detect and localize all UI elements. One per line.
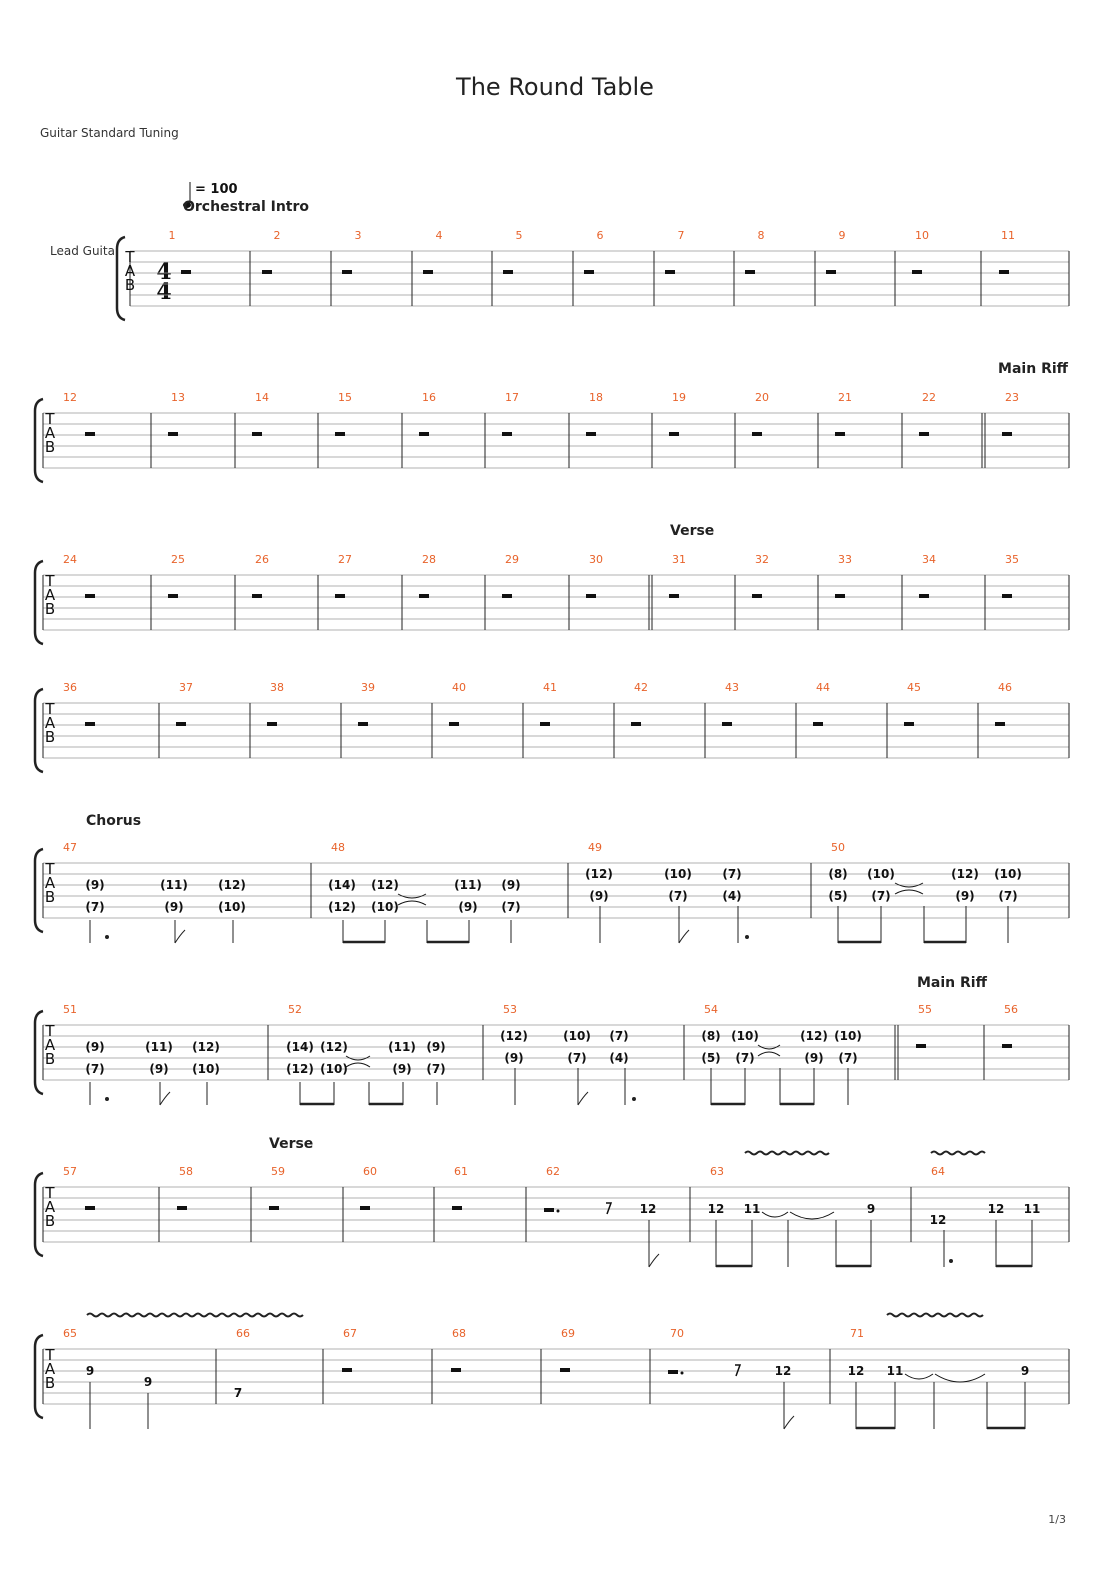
fret-note: (9) — [501, 878, 521, 892]
tab-clef-letter: A — [44, 424, 56, 442]
tab-clef-letter: B — [44, 600, 56, 618]
measure-number: 52 — [288, 1003, 302, 1016]
measure-number: 21 — [838, 391, 852, 404]
measure-number: 62 — [546, 1165, 560, 1178]
staff-bracket — [35, 1173, 43, 1256]
whole-rest — [358, 722, 368, 726]
staff-system — [35, 1003, 1069, 1094]
fret-note: (12) — [286, 1062, 314, 1076]
fret-note: (12) — [585, 867, 613, 881]
whole-rest — [449, 722, 459, 726]
staff-bracket — [35, 1335, 43, 1418]
whole-rest — [176, 722, 186, 726]
whole-rest — [267, 722, 277, 726]
fret-note: (7) — [668, 889, 688, 903]
whole-rest — [631, 722, 641, 726]
whole-rest — [560, 1368, 570, 1372]
whole-rest — [835, 432, 845, 436]
tab-clef-letter: B — [44, 1050, 56, 1068]
fret-note: (8) — [828, 867, 848, 881]
whole-rest — [813, 722, 823, 726]
eighth-rest — [735, 1365, 740, 1376]
measure-number: 23 — [1005, 391, 1019, 404]
fret-note: (5) — [701, 1051, 721, 1065]
measure-number: 47 — [63, 841, 77, 854]
tab-clef-letter: A — [44, 1198, 56, 1216]
measure-number: 65 — [63, 1327, 77, 1340]
whole-rest — [269, 1206, 279, 1210]
tab-clef-letter: T — [45, 1184, 55, 1202]
fret-note: 11 — [1023, 1202, 1041, 1216]
time-signature-bottom: 4 — [156, 279, 172, 305]
measure-number: 36 — [63, 681, 77, 694]
measure-number: 19 — [672, 391, 686, 404]
whole-rest — [168, 432, 178, 436]
measure-number: 1 — [168, 229, 176, 242]
tab-clef-letter: T — [125, 248, 135, 266]
whole-rest — [745, 270, 755, 274]
whole-rest — [1002, 594, 1012, 598]
measure-number: 61 — [454, 1165, 468, 1178]
measure-number: 39 — [361, 681, 375, 694]
whole-rest — [916, 1044, 926, 1048]
tempo-value: = 100 — [195, 182, 238, 197]
chorus-notes-system-6 — [85, 1029, 862, 1105]
fret-note: 9 — [85, 1364, 95, 1378]
staff-system — [35, 553, 1069, 644]
whole-rest — [335, 432, 345, 436]
fret-note: (14) — [328, 878, 356, 892]
whole-rest — [342, 270, 352, 274]
whole-rest — [503, 270, 513, 274]
measure-number: 64 — [931, 1165, 945, 1178]
whole-rest — [995, 722, 1005, 726]
measure-number: 18 — [589, 391, 603, 404]
measure-number: 22 — [922, 391, 936, 404]
fret-note: (10) — [218, 900, 246, 914]
whole-rest — [360, 1206, 370, 1210]
fret-note: (9) — [804, 1051, 824, 1065]
fret-note: (14) — [286, 1040, 314, 1054]
measure-number: 17 — [505, 391, 519, 404]
fret-note: (9) — [149, 1062, 169, 1076]
measure-number: 50 — [831, 841, 845, 854]
whole-rest — [1002, 1044, 1012, 1048]
tab-clef-letter: T — [45, 700, 55, 718]
section-label-verse-2: Verse — [269, 1136, 314, 1152]
fret-note: (12) — [320, 1040, 348, 1054]
measure-number: 60 — [363, 1165, 377, 1178]
measure-number: 6 — [596, 229, 604, 242]
measure-number: 55 — [918, 1003, 932, 1016]
fret-note: 9 — [143, 1375, 153, 1389]
tab-clef-letter: T — [45, 860, 55, 878]
tab-clef-letter: B — [44, 1374, 56, 1392]
fret-note: 12 — [847, 1364, 865, 1378]
measure-number: 38 — [270, 681, 284, 694]
fret-note: 12 — [639, 1202, 657, 1216]
whole-rest — [252, 432, 262, 436]
section-label-chorus: Chorus — [86, 813, 142, 829]
fret-note: (9) — [504, 1051, 524, 1065]
fret-note: (12) — [218, 878, 246, 892]
fret-note: (9) — [85, 878, 105, 892]
fret-note: 7 — [233, 1386, 243, 1400]
measure-number: 34 — [922, 553, 936, 566]
measure-number: 56 — [1004, 1003, 1018, 1016]
staff-bracket — [35, 849, 43, 932]
section-label-main-riff-2: Main Riff — [917, 975, 987, 991]
fret-note: (7) — [998, 889, 1018, 903]
fret-note: (7) — [567, 1051, 587, 1065]
whole-rest — [919, 594, 929, 598]
fret-note: (8) — [701, 1029, 721, 1043]
measure-number: 14 — [255, 391, 269, 404]
fret-note: (7) — [722, 867, 742, 881]
tab-clef-letter: T — [45, 410, 55, 428]
fret-note: (7) — [871, 889, 891, 903]
whole-rest — [419, 432, 429, 436]
tie-mark — [762, 1212, 834, 1219]
measure-number: 11 — [1001, 229, 1015, 242]
whole-rest — [752, 594, 762, 598]
fret-note: (11) — [160, 878, 188, 892]
tab-clef-letter: T — [45, 1346, 55, 1364]
measure-number: 53 — [503, 1003, 517, 1016]
fret-note: (10) — [192, 1062, 220, 1076]
measure-number: 68 — [452, 1327, 466, 1340]
fret-note: (12) — [328, 900, 356, 914]
fret-note: (10) — [994, 867, 1022, 881]
measure-number: 35 — [1005, 553, 1019, 566]
measure-number: 12 — [63, 391, 77, 404]
measure-number: 43 — [725, 681, 739, 694]
eighth-rest — [606, 1203, 611, 1214]
whole-rest — [177, 1206, 187, 1210]
page-number: 1/3 — [1048, 1513, 1066, 1526]
measure-number: 3 — [354, 229, 362, 242]
tab-clef-letter: T — [45, 1022, 55, 1040]
fret-note: (7) — [85, 1062, 105, 1076]
fret-note: (10) — [867, 867, 895, 881]
tab-clef-letter: A — [44, 874, 56, 892]
fret-note: (12) — [371, 878, 399, 892]
measure-number: 4 — [435, 229, 443, 242]
whole-rest — [584, 270, 594, 274]
whole-rest — [502, 594, 512, 598]
staff-system — [35, 1327, 1069, 1418]
fret-note: (12) — [800, 1029, 828, 1043]
section-label-verse: Verse — [670, 523, 715, 539]
fret-note: (10) — [371, 900, 399, 914]
measure-number: 20 — [755, 391, 769, 404]
measure-number: 26 — [255, 553, 269, 566]
chorus-notes-system-5 — [85, 867, 1022, 943]
tuning-label: Guitar Standard Tuning — [40, 126, 179, 140]
measure-number: 70 — [670, 1327, 684, 1340]
whole-rest — [586, 594, 596, 598]
whole-rest — [540, 722, 550, 726]
fret-note: (9) — [164, 900, 184, 914]
fret-note: (7) — [85, 900, 105, 914]
fret-note: (4) — [722, 889, 742, 903]
section-label-main-riff: Main Riff — [998, 361, 1068, 377]
whole-rest — [85, 722, 95, 726]
fret-note: (12) — [951, 867, 979, 881]
staff-system — [35, 391, 1069, 482]
fret-note: (10) — [563, 1029, 591, 1043]
measure-number: 24 — [63, 553, 77, 566]
whole-rest — [665, 270, 675, 274]
whole-rest — [586, 432, 596, 436]
tab-clef-letter: B — [44, 888, 56, 906]
fret-note: (9) — [458, 900, 478, 914]
measure-number: 58 — [179, 1165, 193, 1178]
fret-note: (7) — [735, 1051, 755, 1065]
tab-clef-letter: B — [44, 728, 56, 746]
measure-number: 46 — [998, 681, 1012, 694]
whole-rest — [999, 270, 1009, 274]
measure-number: 30 — [589, 553, 603, 566]
tab-clef-letter: A — [44, 1036, 56, 1054]
whole-rest — [904, 722, 914, 726]
whole-rest — [1002, 432, 1012, 436]
whole-rest — [912, 270, 922, 274]
time-signature-top: 4 — [156, 259, 172, 285]
vibrato-mark — [887, 1314, 983, 1317]
measure-number: 13 — [171, 391, 185, 404]
staff-system — [117, 229, 1069, 320]
tab-clef-letter: A — [124, 262, 136, 280]
whole-rest — [423, 270, 433, 274]
measure-number: 15 — [338, 391, 352, 404]
measure-number: 33 — [838, 553, 852, 566]
fret-note: (9) — [426, 1040, 446, 1054]
measure-number: 48 — [331, 841, 345, 854]
tab-clef-letter: T — [45, 572, 55, 590]
fret-note: (11) — [388, 1040, 416, 1054]
fret-note: (9) — [392, 1062, 412, 1076]
measure-number: 44 — [816, 681, 830, 694]
fret-note: (7) — [501, 900, 521, 914]
fret-note: 9 — [866, 1202, 876, 1216]
staff-bracket — [35, 689, 43, 772]
track-name: Lead Guita — [50, 244, 115, 258]
fret-note: (7) — [838, 1051, 858, 1065]
fret-note: (12) — [192, 1040, 220, 1054]
whole-rest — [168, 594, 178, 598]
whole-rest — [262, 270, 272, 274]
measure-number: 69 — [561, 1327, 575, 1340]
whole-rest — [669, 432, 679, 436]
measure-number: 9 — [838, 229, 846, 242]
measure-number: 32 — [755, 553, 769, 566]
whole-rest — [181, 270, 191, 274]
fret-note: (11) — [454, 878, 482, 892]
whole-rest — [826, 270, 836, 274]
measure-number: 29 — [505, 553, 519, 566]
whole-rest — [419, 594, 429, 598]
tab-clef-letter: A — [44, 586, 56, 604]
measure-number: 27 — [338, 553, 352, 566]
fret-note: (4) — [609, 1051, 629, 1065]
measure-number: 45 — [907, 681, 921, 694]
tab-clef-letter: B — [44, 438, 56, 456]
half-rest — [544, 1208, 554, 1212]
tab-clef-letter: B — [44, 1212, 56, 1230]
tab-clef-letter: B — [124, 276, 136, 294]
fret-note: 12 — [987, 1202, 1005, 1216]
measure-number: 66 — [236, 1327, 250, 1340]
measure-number: 42 — [634, 681, 648, 694]
whole-rest — [252, 594, 262, 598]
measure-number: 2 — [273, 229, 281, 242]
staff-systems — [35, 229, 1069, 1418]
whole-rest — [835, 594, 845, 598]
whole-rest — [722, 722, 732, 726]
measure-number: 41 — [543, 681, 557, 694]
section-label-orchestral-intro: Orchestral Intro — [183, 199, 310, 215]
whole-rest — [452, 1206, 462, 1210]
measure-number: 5 — [515, 229, 523, 242]
measure-number: 51 — [63, 1003, 77, 1016]
tie-mark — [905, 1374, 985, 1382]
whole-rest — [752, 432, 762, 436]
whole-rest — [919, 432, 929, 436]
measure-number: 59 — [271, 1165, 285, 1178]
measure-number: 63 — [710, 1165, 724, 1178]
fret-note: (10) — [664, 867, 692, 881]
fret-note: 11 — [886, 1364, 904, 1378]
whole-rest — [335, 594, 345, 598]
whole-rest — [342, 1368, 352, 1372]
measure-number: 57 — [63, 1165, 77, 1178]
fret-note: (9) — [955, 889, 975, 903]
vibrato-mark — [87, 1314, 303, 1317]
staff-bracket — [35, 561, 43, 644]
measure-number: 71 — [850, 1327, 864, 1340]
fret-note: (11) — [145, 1040, 173, 1054]
fret-note: 9 — [1020, 1364, 1030, 1378]
measure-number: 8 — [757, 229, 765, 242]
fret-note: (9) — [85, 1040, 105, 1054]
half-rest — [668, 1370, 678, 1374]
measure-number: 37 — [179, 681, 193, 694]
fret-note: (10) — [834, 1029, 862, 1043]
fret-note: (7) — [609, 1029, 629, 1043]
measure-number: 67 — [343, 1327, 357, 1340]
measure-number: 40 — [452, 681, 466, 694]
measure-number: 25 — [171, 553, 185, 566]
whole-rest — [85, 594, 95, 598]
fret-note: (9) — [589, 889, 609, 903]
staff-bracket — [35, 399, 43, 482]
measure-number: 31 — [672, 553, 686, 566]
staff-bracket — [117, 237, 125, 320]
measure-number: 16 — [422, 391, 436, 404]
measure-number: 10 — [915, 229, 929, 242]
fret-note: 12 — [929, 1213, 947, 1227]
fret-note: (7) — [426, 1062, 446, 1076]
staff-bracket — [35, 1011, 43, 1094]
measure-number: 49 — [588, 841, 602, 854]
tab-clef-letter: A — [44, 714, 56, 732]
whole-rest — [669, 594, 679, 598]
staff-system — [35, 681, 1069, 772]
fret-note: (10) — [320, 1062, 348, 1076]
measure-number: 28 — [422, 553, 436, 566]
song-title: The Round Table — [456, 73, 654, 101]
whole-rest — [85, 1206, 95, 1210]
measure-number: 7 — [677, 229, 685, 242]
fret-note: 11 — [743, 1202, 761, 1216]
vibrato-mark — [931, 1152, 985, 1155]
rhythm-stems — [90, 1382, 1025, 1429]
whole-rest — [502, 432, 512, 436]
fret-note: (10) — [731, 1029, 759, 1043]
rhythm-stems — [649, 1220, 1032, 1267]
fret-note: 12 — [774, 1364, 792, 1378]
fret-note: (12) — [500, 1029, 528, 1043]
fret-note: 12 — [707, 1202, 725, 1216]
tab-clef-letter: A — [44, 1360, 56, 1378]
vibrato-mark — [745, 1152, 829, 1155]
fret-note: (5) — [828, 889, 848, 903]
measure-number: 54 — [704, 1003, 718, 1016]
whole-rest — [85, 432, 95, 436]
whole-rest — [451, 1368, 461, 1372]
